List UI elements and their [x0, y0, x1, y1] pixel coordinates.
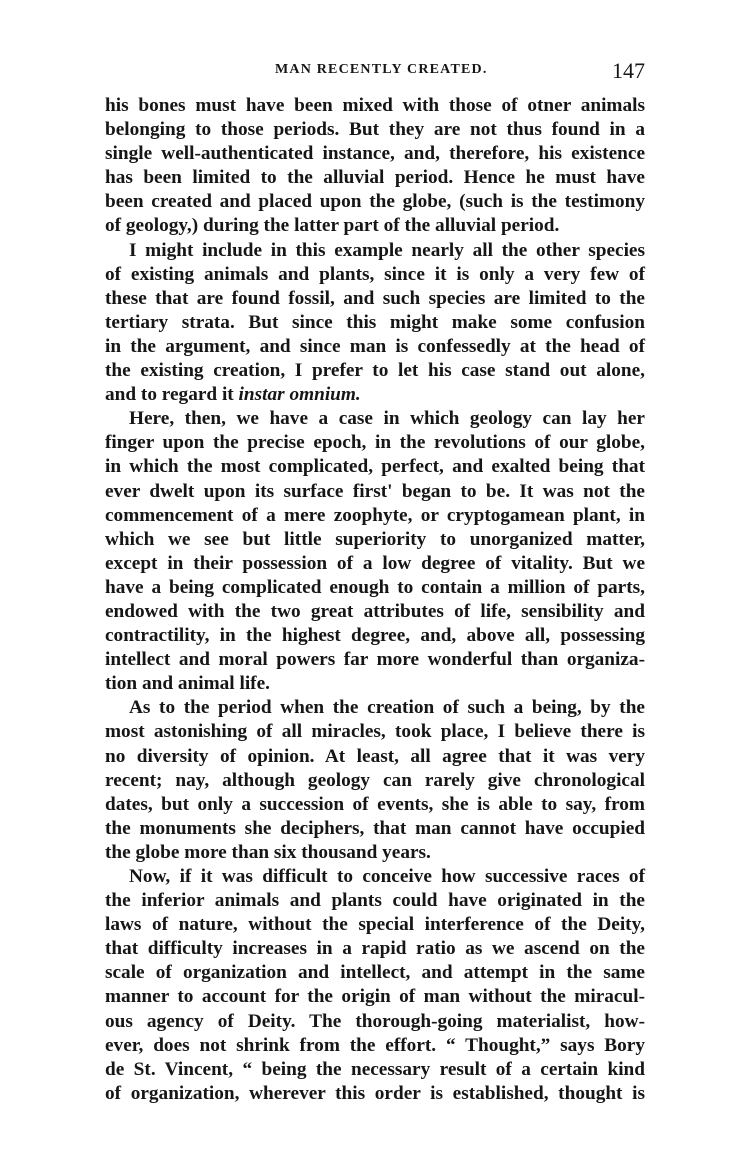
- text-line: ever dwelt upon its surface first' began to be. It was not the: [105, 480, 645, 502]
- text-line: As to the period when the creation of such a being, by the: [129, 697, 645, 719]
- italic-phrase: instar omnium.: [238, 384, 361, 406]
- paragraph-3: [105, 407, 645, 696]
- text-line: ever, does not shrink from the effort. “ Thought,” says Bory: [105, 1034, 645, 1056]
- running-head: [105, 58, 645, 86]
- text-line: of geology,) during the latter part of the alluvial period.: [105, 215, 560, 237]
- text-line: have a being complicated enough to contain a million of parts,: [105, 576, 645, 598]
- text-line: intellect and moral powers far more wonderful than organiza-: [105, 649, 645, 671]
- text-line: I might include in this example nearly all the other species: [129, 239, 645, 261]
- text-line: which we see but little superiority to unorganized matter,: [105, 528, 645, 550]
- body-text: [105, 94, 645, 1106]
- paragraph-1: [105, 94, 645, 239]
- text-line: has been limited to the alluvial period. Hence he must have: [105, 167, 645, 189]
- text-line: contractility, in the highest degree, and, above all, possessing: [105, 625, 645, 647]
- paragraph-4: [105, 696, 645, 865]
- text-line: endowed with the two great attributes of life, sensibility and: [105, 600, 645, 622]
- text-line: tion and animal life.: [105, 673, 270, 695]
- text-line: [105, 383, 645, 407]
- text-line: the globe more than six thousand years.: [105, 841, 431, 863]
- text-line: no diversity of opinion. At least, all agree that it was very: [105, 745, 645, 767]
- text-line: belonging to those periods. But they are not thus found in a: [105, 119, 645, 141]
- text-line: of organization, wherever this order is established, thought is: [105, 1082, 645, 1104]
- text-line: Now, if it was difficult to conceive how successive races of: [129, 866, 645, 887]
- text-line: the existing creation, I prefer to let his case stand out alone,: [105, 360, 645, 382]
- text-line: finger upon the precise epoch, in the revolutions of our globe,: [105, 432, 645, 454]
- text-line: scale of organization and intellect, and attempt in the same: [105, 962, 645, 984]
- text-line: single well-authenticated instance, and, therefore, his existence: [105, 143, 645, 165]
- text-line: his bones must have been mixed with those of otner animals: [105, 95, 645, 116]
- text-line: commencement of a mere zoophyte, or cryptogamean plant, in: [105, 504, 645, 526]
- text-line: in which the most complicated, perfect, and exalted being that: [105, 456, 645, 478]
- paragraph-2: [105, 239, 645, 408]
- text-line: except in their possession of a low degree of vitality. But we: [105, 552, 645, 574]
- text-line: most astonishing of all miracles, took place, I believe there is: [105, 721, 645, 743]
- text-line: laws of nature, without the special interference of the Deity,: [105, 914, 645, 936]
- text-line: tertiary strata. But since this might make some confusion: [105, 311, 645, 333]
- text-line: been created and placed upon the globe, (such is the testimony: [105, 191, 645, 213]
- text-line: that difficulty increases in a rapid ratio as we ascend on the: [105, 938, 645, 960]
- text-line: Here, then, we have a case in which geology can lay her: [129, 408, 645, 430]
- text-line: recent; nay, although geology can rarely give chronological: [105, 769, 645, 791]
- text-line: the inferior animals and plants could have originated in the: [105, 890, 645, 912]
- text-line: the monuments she deciphers, that man cannot have occupied: [105, 817, 645, 839]
- text-line: ous agency of Deity. The thorough-going materialist, how-: [105, 1010, 645, 1032]
- text-line: in the argument, and since man is confessedly at the head of: [105, 335, 645, 357]
- text-line: of existing animals and plants, since it is only a very few of: [105, 263, 645, 285]
- text-line: de St. Vincent, “ being the necessary result of a certain kind: [105, 1058, 645, 1080]
- paragraph-5: [105, 865, 645, 1106]
- text-line: dates, but only a succession of events, she is able to say, from: [105, 793, 645, 815]
- running-title: MAN RECENTLY CREATED.: [275, 62, 488, 77]
- text-line: manner to account for the origin of man without the miracul-: [105, 986, 645, 1008]
- page-number: 147: [612, 58, 645, 83]
- text-fragment: and to regard it: [105, 384, 239, 406]
- text-line: these that are found fossil, and such species are limited to the: [105, 287, 645, 309]
